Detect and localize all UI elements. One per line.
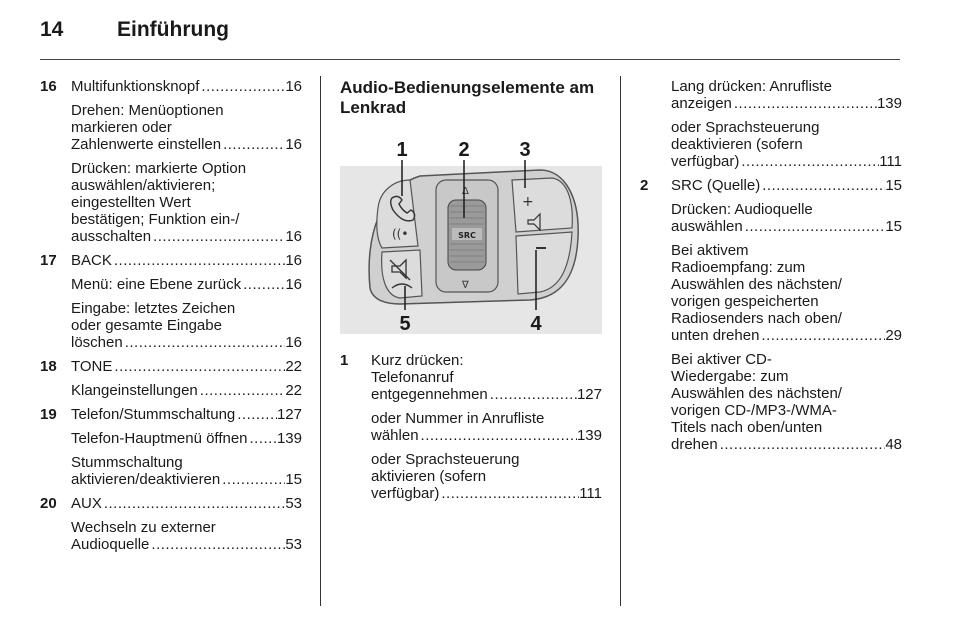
- section-title-line1: Audio-Bedienungselemente am: [340, 78, 595, 97]
- page-reference: 139: [276, 430, 302, 447]
- index-entry: [40, 358, 302, 399]
- item-text: TONE: [71, 358, 113, 375]
- item-text: drehen: [671, 436, 718, 453]
- column-right: [640, 78, 902, 460]
- index-item: [71, 102, 302, 153]
- page-reference: 53: [285, 495, 302, 512]
- item-leader-row: [71, 406, 302, 423]
- item-text-line: Wiedergabe: zum: [671, 368, 789, 385]
- item-text: unten drehen: [671, 327, 760, 344]
- index-item: [71, 358, 302, 375]
- page-reference: 139: [576, 427, 602, 444]
- page-reference: 127: [276, 406, 302, 423]
- item-leader-row: [371, 427, 602, 444]
- index-item: [671, 78, 902, 112]
- page-reference: 139: [876, 95, 902, 112]
- dot-leader: [198, 382, 286, 399]
- index-item: [71, 519, 302, 553]
- item-leader-row: [671, 327, 902, 344]
- item-text: Multifunktionsknopf: [71, 78, 200, 95]
- item-text: BACK: [71, 252, 112, 269]
- arrow-up-icon: Δ: [462, 186, 469, 197]
- index-entry: [40, 252, 302, 351]
- item-text-line: aktivieren (sofern: [371, 468, 487, 485]
- callout-2: 2: [458, 139, 470, 161]
- item-text-line: eingestellten Wert: [71, 194, 191, 211]
- entry-number: 1: [340, 352, 349, 369]
- item-text-line: Auswählen des nächsten/: [671, 385, 842, 402]
- callout-4: 4: [530, 313, 542, 334]
- item-leader-row: [71, 252, 302, 269]
- item-text-line: Drücken: Audioquelle: [671, 201, 813, 218]
- page-reference: 127: [576, 386, 602, 403]
- dot-leader: [112, 252, 285, 269]
- dot-leader: [235, 406, 277, 423]
- index-item: [671, 177, 902, 194]
- item-text: Menü: eine Ebene zurück: [71, 276, 242, 293]
- item-text: Telefon/Stummschaltung: [71, 406, 236, 423]
- item-text-line: vorigen gespeicherten: [671, 293, 819, 310]
- page-reference: 29: [885, 327, 902, 344]
- index-entry: [340, 352, 602, 502]
- arrow-down-icon: ∇: [462, 280, 469, 291]
- item-text-line: Radiosenders nach oben/: [671, 310, 842, 327]
- item-text-line: Drücken: markierte Option: [71, 160, 247, 177]
- page-reference: 111: [579, 485, 602, 502]
- page-reference: 53: [285, 536, 302, 553]
- item-text-line: deaktivieren (sofern: [671, 136, 803, 153]
- index-entry: [40, 495, 302, 553]
- column-left: [40, 78, 302, 560]
- item-text-line: Lang drücken: Anrufliste: [671, 78, 832, 95]
- index-item: [71, 252, 302, 269]
- item-text-line: oder gesamte Eingabe: [71, 317, 222, 334]
- callout-3: 3: [519, 139, 531, 161]
- item-text: Klangeinstellungen: [71, 382, 198, 399]
- item-leader-row: [671, 95, 902, 112]
- index-item: [71, 382, 302, 399]
- item-text-line: Stummschaltung: [71, 454, 183, 471]
- item-text-line: Drehen: Menüoptionen: [71, 102, 224, 119]
- item-text-line: Titels nach oben/unten: [671, 419, 823, 436]
- item-text-line: Bei aktivem: [671, 242, 749, 259]
- page-reference: 16: [285, 228, 302, 245]
- entry-number: 18: [40, 358, 57, 375]
- voice-icon: ((•: [392, 227, 409, 241]
- item-text: löschen: [71, 334, 123, 351]
- item-text-line: auswählen/aktivieren;: [71, 177, 216, 194]
- item-text: Telefon-Hauptmenü öffnen: [71, 430, 248, 447]
- callout-5: 5: [399, 313, 411, 334]
- entry-number: 19: [40, 406, 57, 423]
- item-leader-row: [671, 436, 902, 453]
- dot-leader: [199, 78, 285, 95]
- item-text-line: Radioempfang: zum: [671, 259, 806, 276]
- plus-icon: +: [522, 194, 534, 210]
- item-text-line: Kurz drücken:: [371, 352, 464, 369]
- page-reference: 15: [885, 218, 902, 235]
- page-reference: 111: [879, 153, 902, 170]
- item-text: wählen: [371, 427, 419, 444]
- index-item: [71, 78, 302, 95]
- item-text-line: Auswählen des nächsten/: [671, 276, 842, 293]
- dot-leader: [221, 136, 285, 153]
- dot-leader: [248, 430, 277, 447]
- item-leader-row: [371, 386, 602, 403]
- dot-leader: [112, 358, 285, 375]
- page-reference: 15: [885, 177, 902, 194]
- entry-number: 17: [40, 252, 57, 269]
- index-entry: [40, 78, 302, 245]
- index-item: [671, 201, 902, 235]
- item-leader-row: [71, 430, 302, 447]
- index-item: [671, 119, 902, 170]
- src-label: SRC: [458, 231, 476, 240]
- dot-leader: [123, 334, 286, 351]
- item-text-line: oder Sprachsteuerung: [671, 119, 820, 136]
- index-item: [71, 454, 302, 488]
- page-reference: 16: [285, 276, 302, 293]
- index-entry: [640, 78, 902, 170]
- item-leader-row: [71, 276, 302, 293]
- page-reference: 16: [285, 334, 302, 351]
- item-text: aktivieren/deaktivieren: [71, 471, 221, 488]
- dot-leader: [732, 95, 877, 112]
- page-reference: 15: [285, 471, 302, 488]
- item-leader-row: [671, 177, 902, 194]
- item-text-line: Wechseln zu externer: [71, 519, 216, 536]
- index-entry: [640, 177, 902, 453]
- page-reference: 16: [285, 136, 302, 153]
- page-reference: 16: [285, 252, 302, 269]
- section-title: [340, 78, 602, 118]
- entry-number: 20: [40, 495, 57, 512]
- index-item: [71, 300, 302, 351]
- column-divider-left: [320, 76, 321, 606]
- item-leader-row: [671, 218, 902, 235]
- dot-leader: [739, 153, 879, 170]
- item-leader-row: [71, 334, 302, 351]
- item-text: Audioquelle: [71, 536, 150, 553]
- item-text: verfügbar): [671, 153, 740, 170]
- page-reference: 22: [285, 382, 302, 399]
- column-middle: [340, 78, 602, 509]
- dot-leader: [743, 218, 886, 235]
- dot-leader: [220, 471, 285, 488]
- item-text: Zahlenwerte einstellen: [71, 136, 222, 153]
- dot-leader: [102, 495, 285, 512]
- index-item: [371, 410, 602, 444]
- dot-leader: [151, 228, 285, 245]
- item-leader-row: [71, 382, 302, 399]
- item-text: auswählen: [671, 218, 743, 235]
- dot-leader: [241, 276, 285, 293]
- item-text: anzeigen: [671, 95, 732, 112]
- item-text-line: oder Sprachsteuerung: [371, 451, 520, 468]
- index-item: [71, 406, 302, 423]
- steering-wheel-controls-figure: [340, 128, 602, 334]
- item-leader-row: [71, 228, 302, 245]
- page-reference: 16: [285, 78, 302, 95]
- item-text: AUX: [71, 495, 102, 512]
- item-leader-row: [71, 136, 302, 153]
- index-item: [671, 351, 902, 453]
- page-title: Einführung: [117, 18, 229, 41]
- item-leader-row: [71, 495, 302, 512]
- callout-1: 1: [396, 139, 408, 161]
- item-text-line: Bei aktiver CD-: [671, 351, 772, 368]
- index-entry: [40, 406, 302, 488]
- header-divider: [40, 59, 900, 60]
- page-reference: 48: [885, 436, 902, 453]
- item-leader-row: [71, 78, 302, 95]
- item-text-line: oder Nummer in Anrufliste: [371, 410, 545, 427]
- index-item: [71, 430, 302, 447]
- index-item: [671, 242, 902, 344]
- index-item: [71, 495, 302, 512]
- index-item: [371, 352, 602, 403]
- entry-number: 2: [640, 177, 649, 194]
- section-title-line2: Lenkrad: [340, 98, 407, 117]
- item-text: entgegennehmen: [371, 386, 488, 403]
- item-text: verfügbar): [371, 485, 440, 502]
- entry-number: 16: [40, 78, 57, 95]
- dot-leader: [760, 177, 885, 194]
- item-leader-row: [71, 471, 302, 488]
- dot-leader: [419, 427, 577, 444]
- item-leader-row: [671, 153, 902, 170]
- index-item: [371, 451, 602, 502]
- dot-leader: [488, 386, 577, 403]
- item-text-line: vorigen CD-/MP3-/WMA-: [671, 402, 837, 419]
- page-reference: 22: [285, 358, 302, 375]
- item-leader-row: [71, 358, 302, 375]
- item-text-line: markieren oder: [71, 119, 172, 136]
- item-leader-row: [71, 536, 302, 553]
- item-text: SRC (Quelle): [671, 177, 761, 194]
- item-leader-row: [371, 485, 602, 502]
- item-text-line: Eingabe: letztes Zeichen: [71, 300, 236, 317]
- dot-leader: [149, 536, 285, 553]
- item-text-line: bestätigen; Funktion ein-/: [71, 211, 240, 228]
- item-text: ausschalten: [71, 228, 152, 245]
- item-text-line: Telefonanruf: [371, 369, 454, 386]
- column-divider-right: [620, 76, 621, 606]
- dot-leader: [759, 327, 885, 344]
- dot-leader: [439, 485, 579, 502]
- page-number: 14: [40, 18, 64, 41]
- dot-leader: [718, 436, 886, 453]
- index-item: [71, 276, 302, 293]
- index-item: [71, 160, 302, 245]
